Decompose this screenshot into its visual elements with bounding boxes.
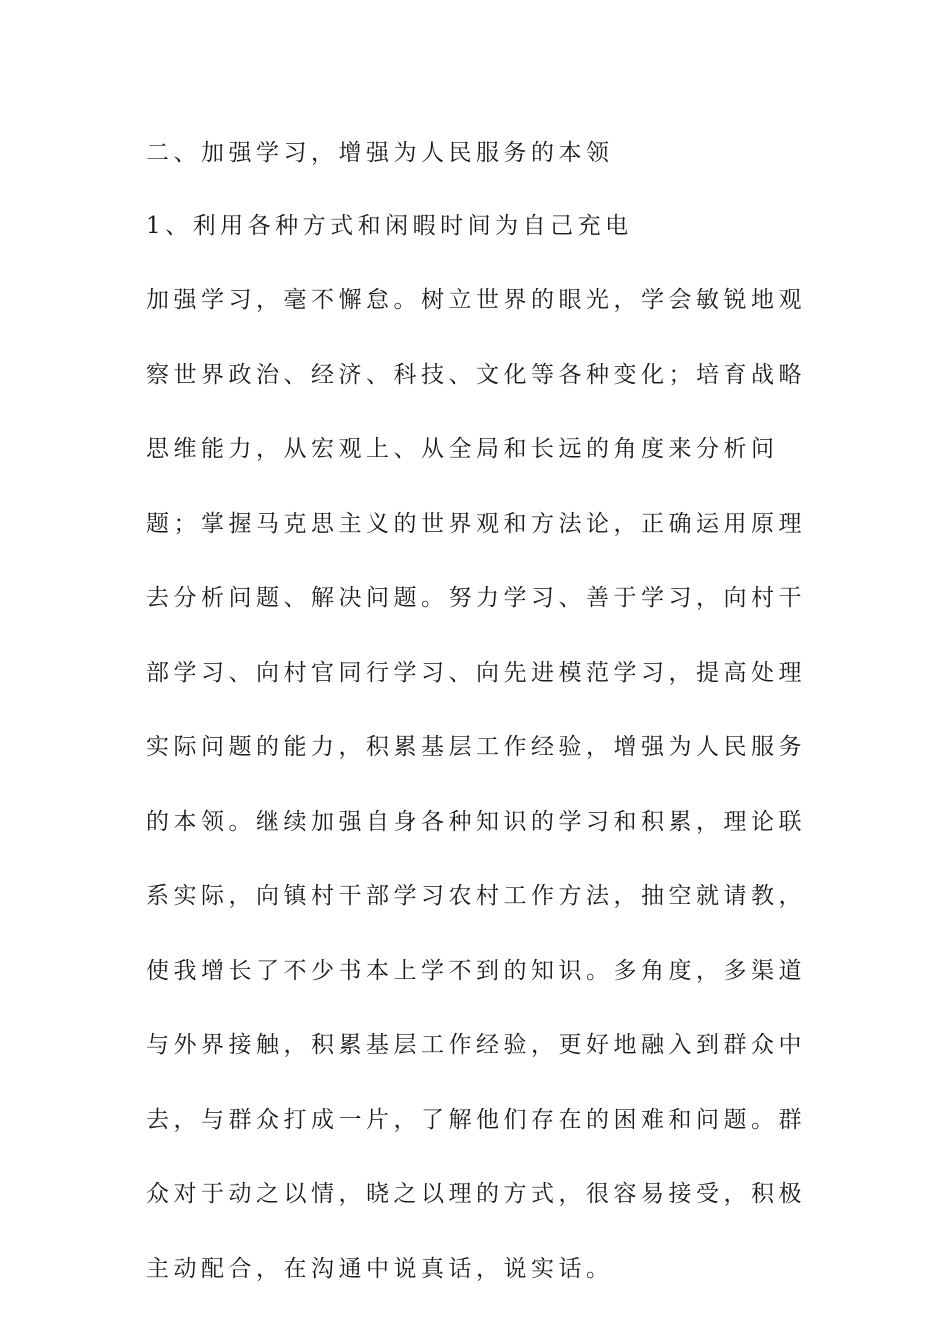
sub-heading: 1、利用各种方式和闲暇时间为自己充电 <box>146 213 633 239</box>
section-heading: 二、加强学习，增强为人民服务的本领 <box>146 140 614 166</box>
document-content <box>146 134 806 1306</box>
body-paragraph: 加强学习，毫不懈怠。树立世界的眼光，学会敏锐地观察世界政治、经济、科技、文化等各种变化；培育战略思维能力，从宏观上、从全局和长远的角度来分析问题；掌握马克思主义的世界观和方法论，正确运用原理去分析问题、解决问题。努力学习、善于学习，向村干部学习、向村官同行学习、向先进模范学习，提高处理实际问题的能力，积累基层工作经验，增强为人民服务的本领。继续加强自身各种知识的学习和积累，理论联系实际，向镇村干部学习农村工作方法，抽空就请教，使我增长了不少书本上学不到的知识。多角度，多渠道与外界接触，积累基层工作经验，更好地融入到群众中去，与群众打成一片，了解他们存在的困难和问题。群众对于动之以情，晓之以理的方式，很容易接受，积极主动配合，在沟通中说真话，说实话。 <box>146 287 806 1282</box>
